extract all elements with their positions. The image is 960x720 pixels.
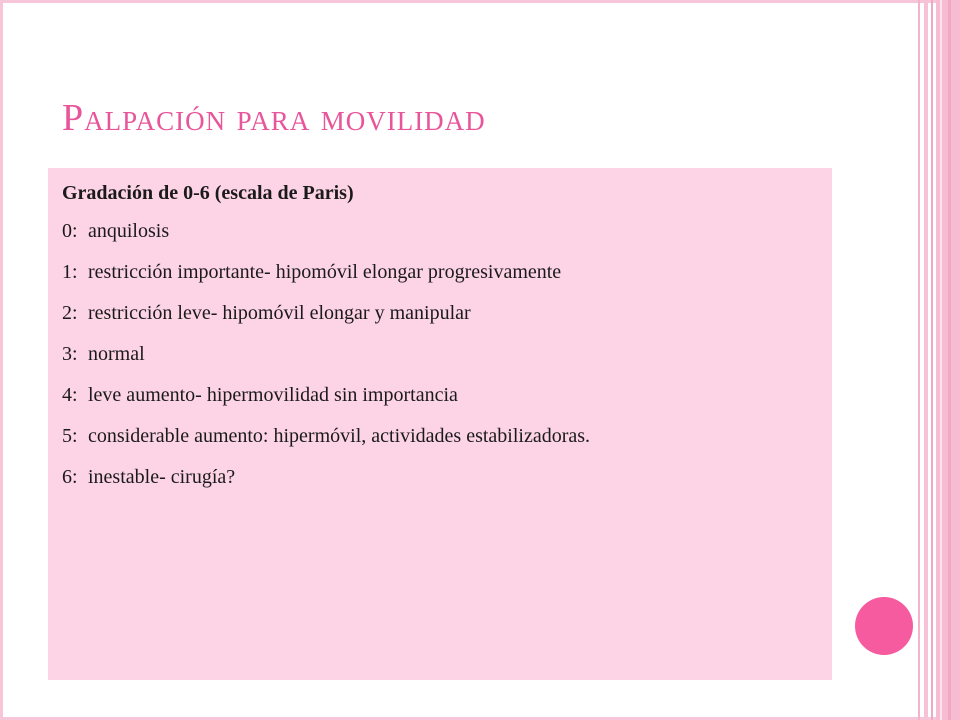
stripe: [948, 0, 951, 720]
content-heading: Gradación de 0-6 (escala de Paris): [62, 182, 354, 204]
stripe: [924, 0, 928, 720]
stripe: [918, 0, 920, 720]
list-item: [62, 464, 832, 490]
decorative-stripes: [918, 0, 960, 720]
item-number: 1:: [62, 261, 78, 283]
item-number: 3:: [62, 343, 78, 365]
item-text: normal: [88, 343, 145, 365]
item-number: 5:: [62, 425, 78, 447]
list-item: [62, 259, 832, 285]
item-text: anquilosis: [88, 220, 170, 242]
item-text: considerable aumento: hipermóvil, actividades estabilizadoras.: [88, 425, 591, 447]
stripe: [940, 0, 942, 720]
scale-list: [62, 218, 832, 490]
slide-title: Palpación para movilidad: [62, 97, 486, 139]
item-text: inestable- cirugía?: [88, 466, 236, 488]
decorative-circle: [855, 597, 913, 655]
item-text: restricción leve- hipomóvil elongar y manipular: [88, 302, 471, 324]
item-number: 4:: [62, 384, 78, 406]
list-item: [62, 341, 832, 367]
list-item: [62, 382, 832, 408]
content-box: [48, 168, 832, 680]
list-item: [62, 300, 832, 326]
item-number: 6:: [62, 466, 78, 488]
stripe: [931, 0, 933, 720]
list-item: [62, 218, 832, 244]
item-text: leve aumento- hipermovilidad sin importancia: [88, 384, 458, 406]
list-item: [62, 423, 832, 449]
item-text: restricción importante- hipomóvil elongar progresivamente: [88, 261, 562, 283]
item-number: 0:: [62, 220, 78, 242]
item-number: 2:: [62, 302, 78, 324]
